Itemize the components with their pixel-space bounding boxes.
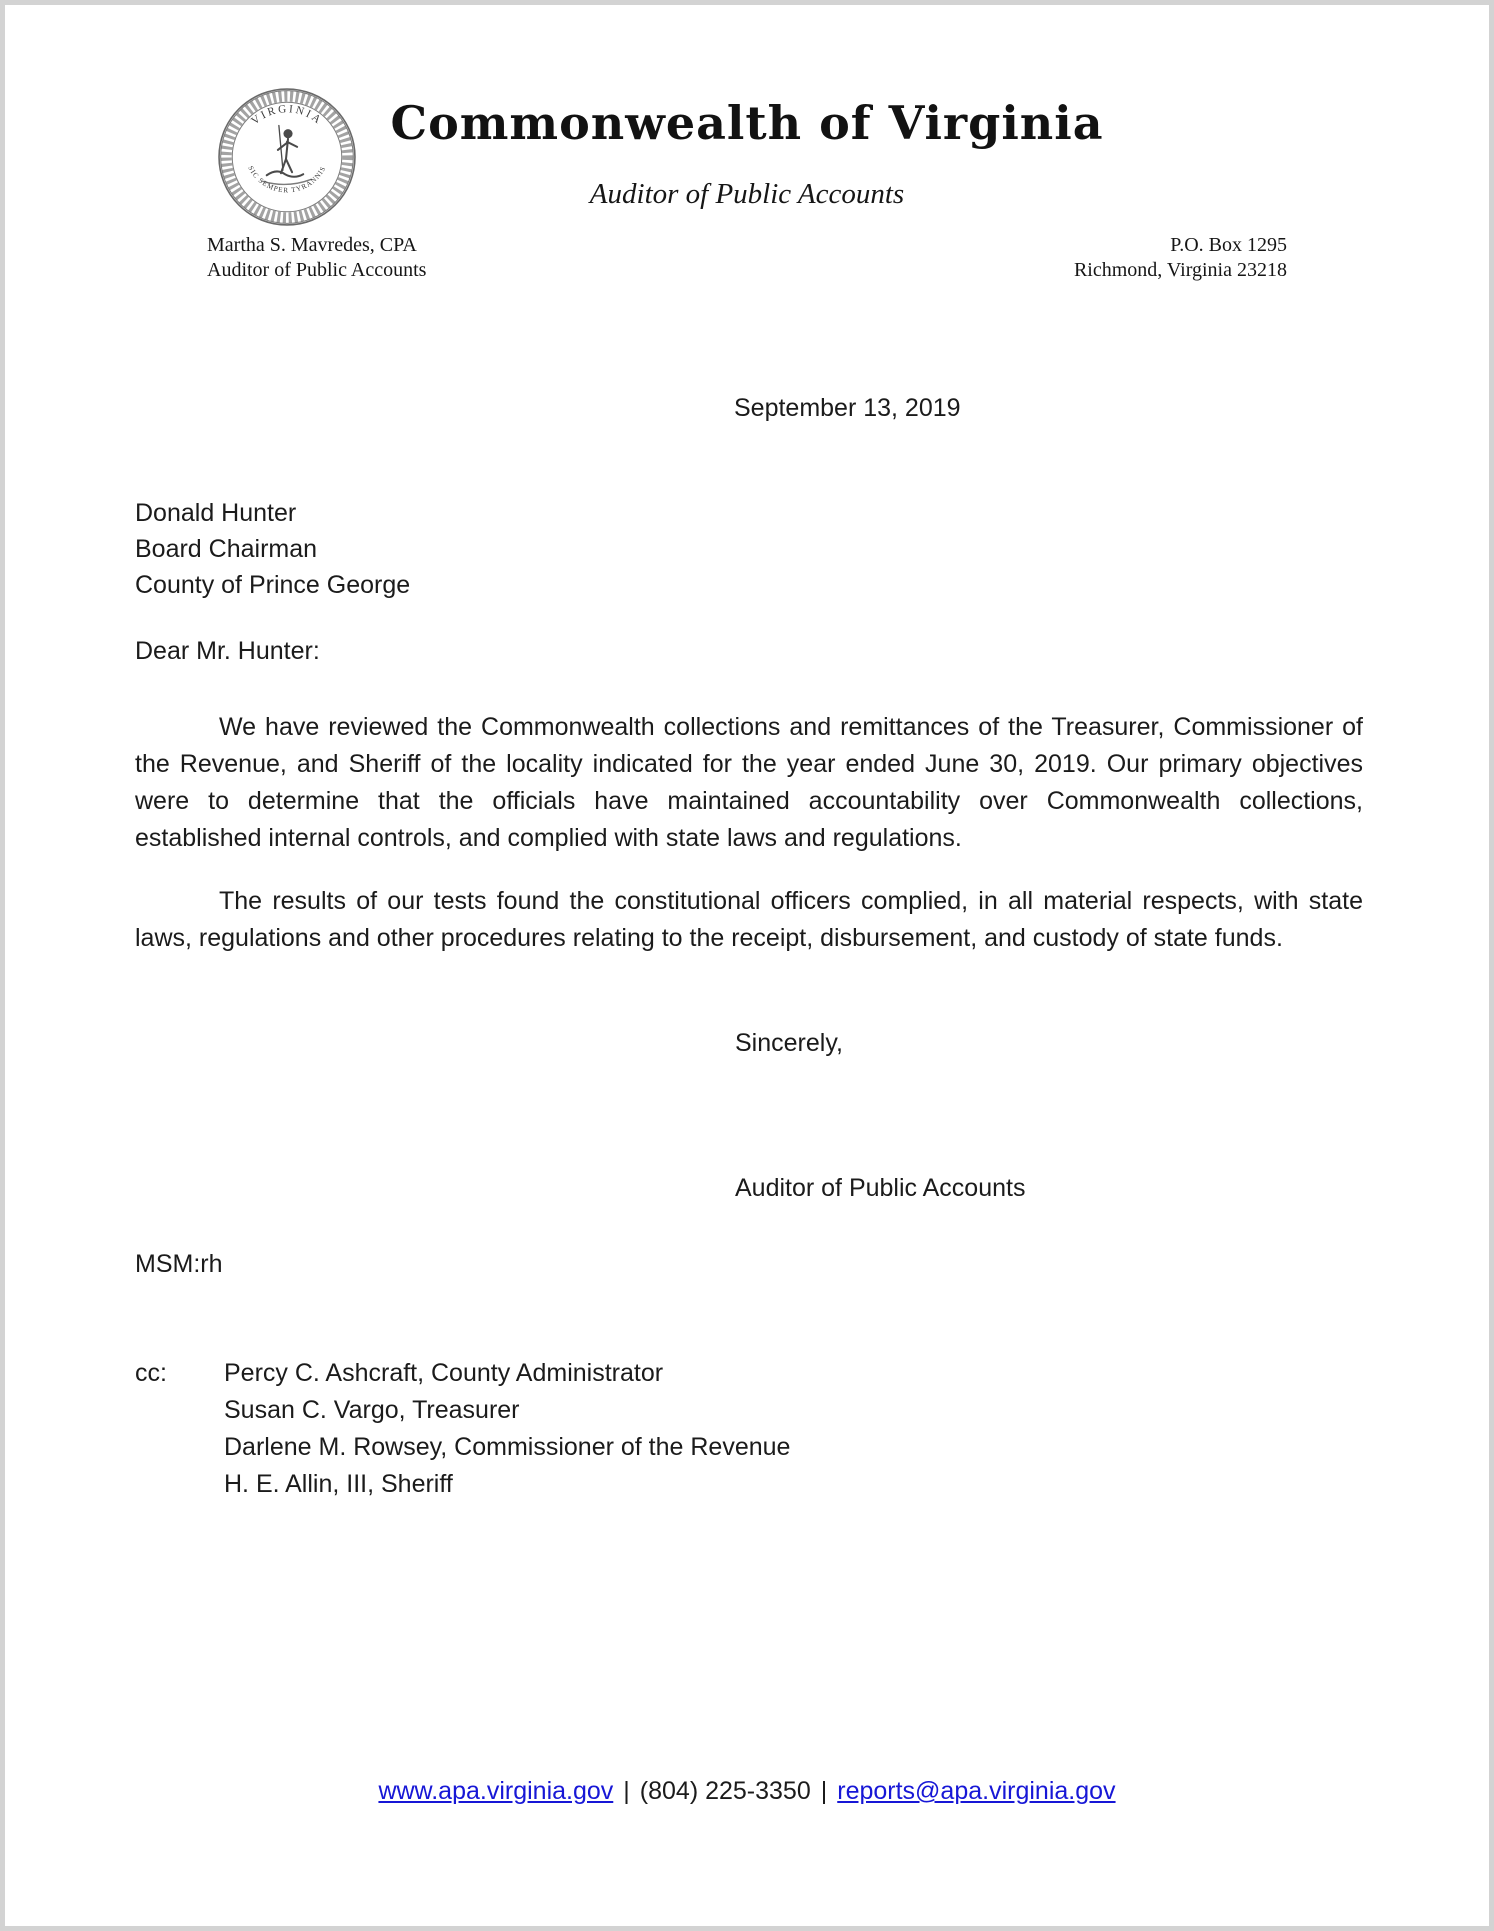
salutation: Dear Mr. Hunter:	[135, 637, 320, 665]
recipient-name: Donald Hunter	[135, 499, 297, 527]
recipient-block	[135, 495, 410, 603]
cc-entry: Darlene M. Rowsey, Commissioner of the Revenue	[224, 1433, 791, 1461]
email-link[interactable]: reports@apa.virginia.gov	[837, 1777, 1116, 1805]
official-block	[207, 233, 426, 283]
cc-block	[135, 1355, 790, 1503]
signer-title: Auditor of Public Accounts	[735, 1174, 1026, 1202]
reference-initials: MSM:rh	[135, 1250, 223, 1278]
cc-entry: H. E. Allin, III, Sheriff	[224, 1470, 453, 1498]
footer-separator: |	[623, 1777, 630, 1805]
closing: Sincerely,	[735, 1029, 843, 1057]
page-footer	[0, 1777, 1494, 1806]
letter-body	[135, 709, 1363, 983]
cc-entry: Percy C. Ashcraft, County Administrator	[224, 1359, 664, 1387]
letterhead-address	[1074, 233, 1287, 283]
seal-top-text: VIRGINIA	[249, 103, 325, 128]
po-box-line: P.O. Box 1295	[1170, 234, 1287, 256]
cc-list	[224, 1355, 790, 1503]
cc-entry: Susan C. Vargo, Treasurer	[224, 1396, 520, 1424]
cc-label: cc:	[135, 1359, 167, 1387]
website-link[interactable]: www.apa.virginia.gov	[378, 1777, 614, 1805]
org-title: Commonwealth of Virginia	[390, 96, 1104, 150]
seal-bottom-text: SIC SEMPER TYRANNIS	[246, 164, 328, 195]
org-subtitle: Auditor of Public Accounts	[589, 178, 905, 210]
recipient-title: Board Chairman	[135, 535, 318, 563]
recipient-locality: County of Prince George	[135, 571, 411, 599]
city-state-zip-line: Richmond, Virginia 23218	[1073, 259, 1287, 281]
phone-number: (804) 225-3350	[639, 1777, 811, 1805]
official-name: Martha S. Mavredes, CPA	[207, 234, 417, 256]
body-paragraph-2: The results of our tests found the constitutional officers complied, in all material respects, with state laws, regulations and other procedures relating to the receipt, disbursement, and custody of state funds.	[135, 887, 1363, 952]
body-paragraph-1: We have reviewed the Commonwealth collections and remittances of the Treasurer, Commissioner of the Revenue, and Sheriff of the locality indicated for the year ended June 30, 2019. Our primary objectives were to determine that the officials have maintained accountability over Commonwealth collections, established internal controls, and complied with state laws and regulations.	[135, 713, 1363, 852]
letter-date: September 13, 2019	[734, 394, 961, 422]
official-title: Auditor of Public Accounts	[207, 259, 427, 281]
footer-separator: |	[820, 1777, 828, 1805]
